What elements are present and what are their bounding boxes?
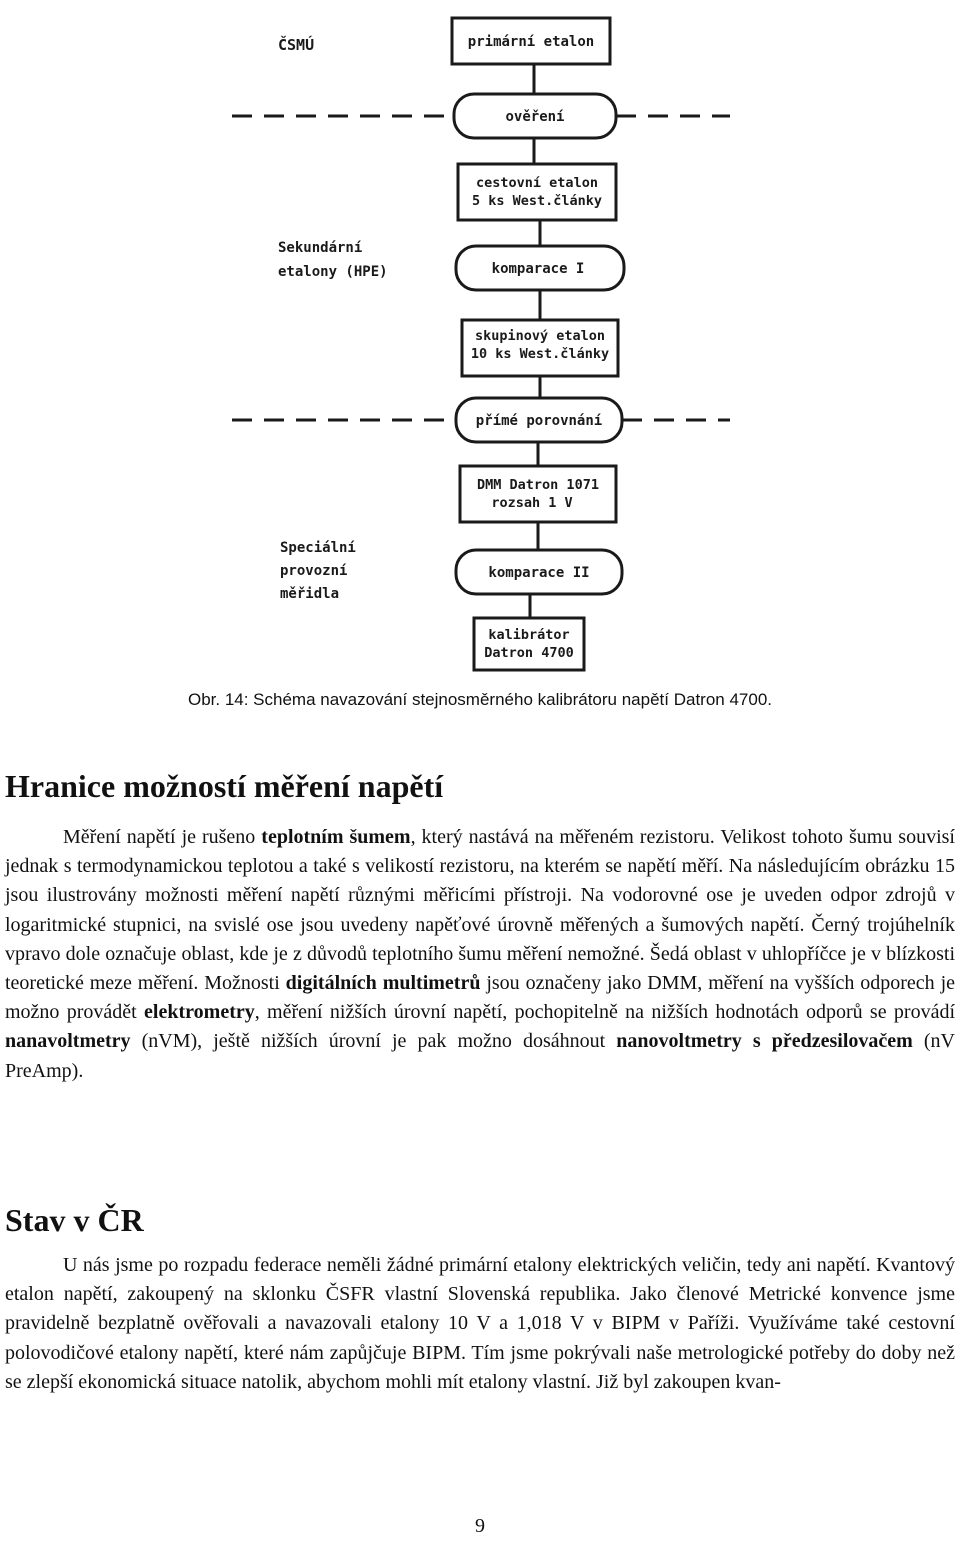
text-dmm-2: rozsah 1 V [491,495,573,511]
text-comparison-2: komparace II [488,565,590,581]
section-voltage-limits-paragraph: Měření napětí je rušeno teplotním šumem, který nastává na měřeném rezistoru. Velikost tohoto šumu souvisí jednak s termodynamickou teplotou a také s velikostí rezistoru, na kterém se napětí měří. Na následujícím obrázku 15 jsou ilustrovány možnosti měření napětí různými měřicími přístroji. Na vodorovné ose je uveden odpor zdrojů v logaritmické stupnici, na svislé ose jsou uvedeny napěťové úrovně měřených a šumových napětí. Černý trojúhelník vpravo dole označuje oblast, kde je z důvodů teplotního šumu měření nemožné. Šedá oblast v uhlopříčce je v blízkosti teoretické meze měření. Možnosti digitálních multimetrů jsou označeny jako DMM, měření na vyšších odporech je možno provádět elektrometry, měření nižších úrovní napětí, pochopitelně na nižších hodnotách odporů se provádí nanavoltmetry (nVM), ještě nižších úrovní je pak možno dosáhnout nanovoltmetry s předzesilovačem (nV PreAmp). [5,826,956,1082]
section-heading-voltage-limits: Hranice možností měření napětí [5,768,444,804]
box-calibrator [474,618,584,670]
text-travel-1: cestovní etalon [476,175,598,191]
text-dmm-1: DMM Datron 1071 [477,477,599,493]
box-dmm [460,466,616,522]
text-group-1: skupinový etalon [474,328,606,344]
label-special-3: měřidla [280,586,340,602]
box-travel-standard [458,164,616,220]
text-primary-standard: primární etalon [467,34,595,50]
text-group-2: 10 ks West.články [470,346,610,362]
label-secondary-2: etalony (HPE) [278,264,388,280]
text-direct-comparison: přímé porovnání [475,413,603,429]
figure-caption: Obr. 14: Schéma navazování stejnosměrného kalibrátoru napětí Datron 4700. [187,690,773,709]
section-heading-czech-status: Stav v ČR [5,1202,144,1238]
calibration-chain-diagram [0,0,960,680]
section-czech-status-paragraph: U nás jsme po rozpadu federace neměli žádné primární etalony elektrických veličin, tedy ani napětí. Kvantový etalon napětí, zakoupený na sklonku ČSFR vlastní Slovenská republika. Jako členové Metrické konvence jsme pravidelně bezplatně ověřovali a navazovali etalony 10 V a 1,018 V v BIPM v Paříži. Využíváme také cestovní polovodičové etalony napětí, které nám zapůjčuje BIPM. Tím jsme pokrývali naše metrologické potřeby do doby než se zlepší ekonomická situace natolik, abychom mohli mít etalony vlastní. Již byl zakoupen kvan- [5,1254,955,1393]
text-verification: ověření [505,109,565,125]
label-special-2: provozní [280,563,348,579]
label-secondary-1: Sekundární [278,240,363,256]
label-csmu: ČSMÚ [278,36,315,54]
text-travel-2: 5 ks West.články [471,193,603,209]
text-comparison-1: komparace I [491,261,585,277]
text-calibrator-1: kalibrátor [488,627,570,643]
page-number: 9 [475,1515,485,1537]
text-calibrator-2: Datron 4700 [484,645,574,661]
label-special-1: Speciální [280,540,356,556]
